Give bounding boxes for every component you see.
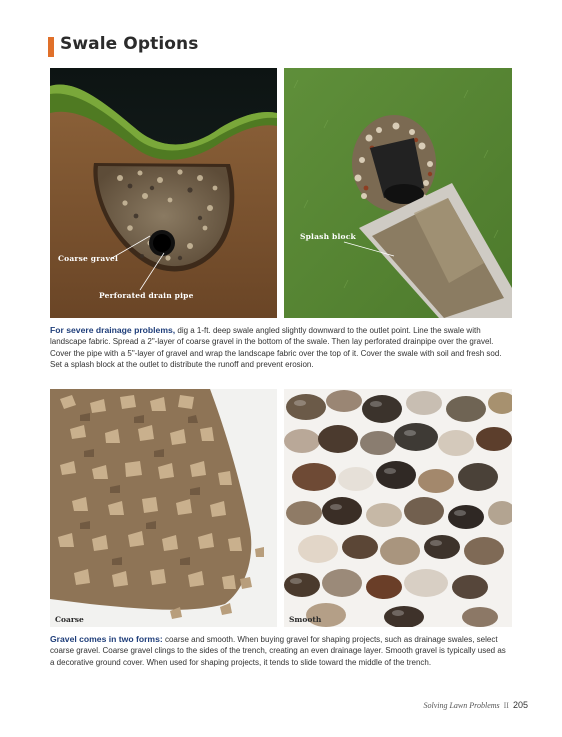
footer-section-title: Solving Lawn Problems <box>423 701 500 710</box>
coarse-gravel-photo <box>50 389 277 627</box>
caption-drainage-body: dig a 1-ft. deep swale angled slightly downward to the outlet point. Line the swale with landscape fabric. Spread a 2"-layer of coarse gravel in the bottom of the swale. Then lay perforated drainpipe over the gravel. Cover the pipe with a 5"-layer of gravel and wrap the landscape fabric over the top of it. Cover the swale with soil and fresh sod. Set a splash block at the outlet to distribute the runoff and prevent erosion. <box>50 326 502 369</box>
caption-gravel-body: coarse and smooth. When buying gravel for shaping projects, such as drainage swales, select coarse gravel. Coarse gravel clings to the sides of the trench, creating an even drainage layer. Smooth gravel is typically used as a decorative ground cover. When used for shaping projects, it tends to slide toward the middle of the trench. <box>50 635 506 667</box>
splash-block-callout: Splash block <box>300 232 356 241</box>
splash-block-photo <box>284 68 512 318</box>
swale-cross-section-photo <box>50 68 277 318</box>
smooth-gravel-photo <box>284 389 512 627</box>
page-number: 205 <box>512 700 528 710</box>
caption-gravel <box>50 634 512 668</box>
caption-drainage-lead: For severe drainage problems, <box>50 325 176 335</box>
caption-drainage <box>50 325 512 370</box>
title-accent-bar <box>48 37 54 57</box>
page-footer <box>423 700 528 710</box>
caption-gravel-lead: Gravel comes in two forms: <box>50 634 163 644</box>
page-title: Swale Options <box>60 34 199 54</box>
smooth-label: Smooth <box>289 615 322 624</box>
drain-pipe-callout: Perforated drain pipe <box>99 291 194 300</box>
coarse-gravel-callout: Coarse gravel <box>58 254 119 263</box>
footer-separator: II <box>503 701 509 710</box>
coarse-label: Coarse <box>55 615 84 624</box>
